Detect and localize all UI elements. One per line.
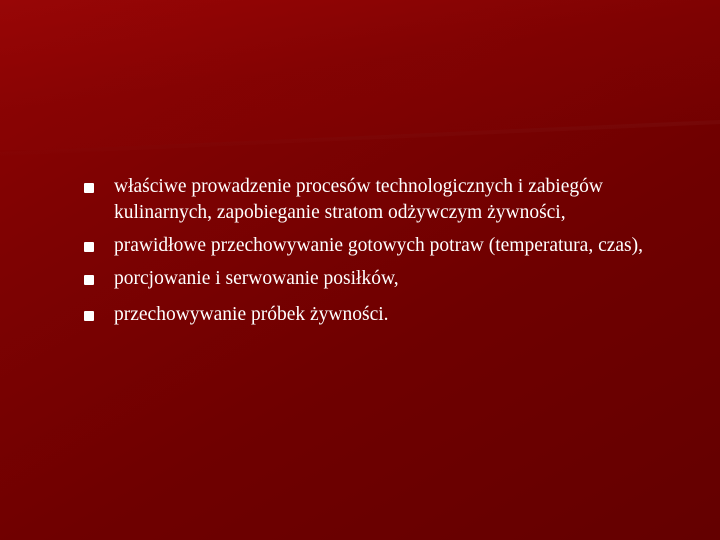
square-bullet-icon xyxy=(84,311,94,321)
bullet-item xyxy=(84,266,684,292)
square-bullet-icon xyxy=(84,275,94,285)
bullet-item xyxy=(84,233,684,259)
bullet-text: właściwe prowadzenie procesów technologicznych i zabiegów kulinarnych, zapobieganie stratom odżywczym żywności, xyxy=(114,176,603,223)
square-bullet-icon xyxy=(84,242,94,252)
bullet-item xyxy=(84,302,684,328)
bullet-item xyxy=(84,174,684,226)
square-bullet-icon xyxy=(84,183,94,193)
slide-content xyxy=(84,174,684,335)
bullet-list xyxy=(84,174,684,328)
bullet-text: prawidłowe przechowywanie gotowych potraw (temperatura, czas), xyxy=(114,235,643,256)
bullet-text: porcjowanie i serwowanie posiłków, xyxy=(114,268,399,289)
bullet-text: przechowywanie próbek żywności. xyxy=(114,304,389,325)
